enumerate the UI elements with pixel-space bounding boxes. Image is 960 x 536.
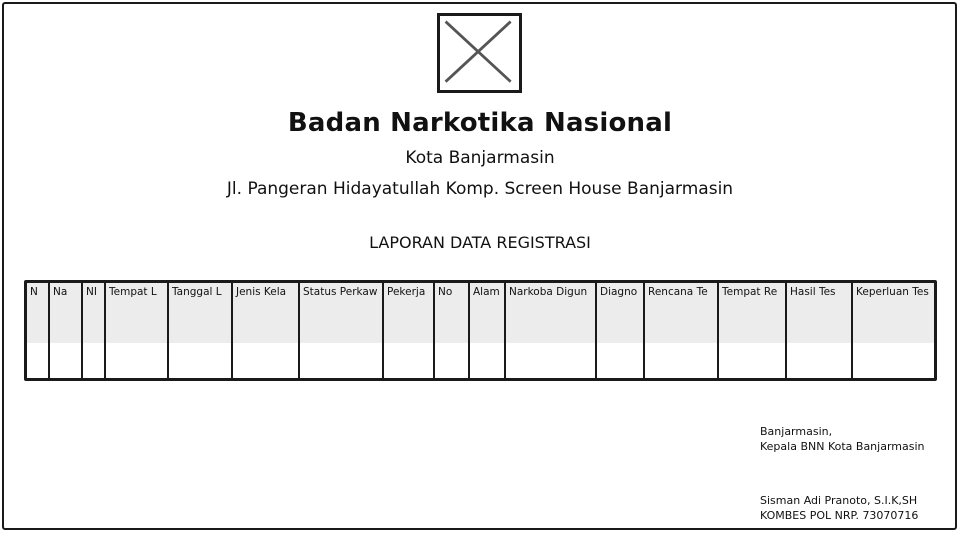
table-cell <box>852 343 937 378</box>
signature-footer <box>760 493 918 523</box>
address-line: Jl. Pangeran Hidayatullah Komp. Screen House Banjarmasin <box>226 179 734 199</box>
column-header[interactable]: Rencana Te <box>644 283 718 301</box>
column-header[interactable]: Jenis Kela <box>232 283 299 301</box>
table-cell <box>718 343 786 378</box>
column-header[interactable]: Tempat Re <box>718 283 786 301</box>
table-cell <box>383 343 434 378</box>
table-cell <box>596 301 644 343</box>
table-cell <box>49 343 82 378</box>
table-cell <box>82 343 105 378</box>
table-cell <box>232 301 299 343</box>
table-cell <box>786 301 852 343</box>
table-cell <box>105 301 168 343</box>
registration-table <box>24 280 937 381</box>
column-header[interactable]: Na <box>49 283 82 301</box>
signature-header <box>760 424 925 454</box>
table-cell <box>232 343 299 378</box>
column-header[interactable]: No <box>434 283 469 301</box>
table-cell <box>82 301 105 343</box>
signature-place: Banjarmasin, <box>760 425 833 438</box>
column-header[interactable]: Diagno <box>596 283 644 301</box>
column-header[interactable]: Narkoba Digun <box>505 283 596 301</box>
table-cell <box>644 343 718 378</box>
table-cell <box>505 343 596 378</box>
table-cell <box>434 301 469 343</box>
signatory-rank: KOMBES POL NRP. 73070716 <box>760 509 919 522</box>
table-cell <box>105 343 168 378</box>
column-header[interactable]: NI <box>82 283 105 301</box>
table-cell <box>852 301 937 343</box>
column-header[interactable]: Tanggal L <box>168 283 232 301</box>
column-header[interactable]: Keperluan Tes <box>852 283 937 301</box>
table-cell <box>644 301 718 343</box>
page-title: Badan Narkotika Nasional <box>287 108 673 138</box>
signature-position: Kepala BNN Kota Banjarmasin <box>760 440 925 453</box>
table-cell <box>434 343 469 378</box>
table-cell <box>786 343 852 378</box>
column-header[interactable]: Pekerja <box>383 283 434 301</box>
table-cell <box>596 343 644 378</box>
image-placeholder-icon <box>437 13 522 93</box>
table-cell <box>299 343 383 378</box>
report-title: LAPORAN DATA REGISTRASI <box>369 233 591 252</box>
column-header[interactable]: Hasil Tes <box>786 283 852 301</box>
table-cell <box>168 301 232 343</box>
table-header-row <box>27 283 937 301</box>
table-cell <box>299 301 383 343</box>
table-cell <box>383 301 434 343</box>
column-header[interactable]: Tempat L <box>105 283 168 301</box>
table-cell <box>505 301 596 343</box>
column-header[interactable]: Status Perkaw <box>299 283 383 301</box>
table-cell <box>27 343 49 378</box>
column-header[interactable]: Alam <box>469 283 505 301</box>
table-cell <box>469 343 505 378</box>
table-cell <box>168 343 232 378</box>
table-row[interactable] <box>27 343 937 378</box>
table-cell <box>49 301 82 343</box>
table-row[interactable] <box>27 301 937 343</box>
table-cell <box>469 301 505 343</box>
table-cell <box>718 301 786 343</box>
table-cell <box>27 301 49 343</box>
signatory-name: Sisman Adi Pranoto, S.I.K,SH <box>760 494 918 507</box>
city-subtitle: Kota Banjarmasin <box>405 148 555 168</box>
column-header[interactable]: N <box>27 283 49 301</box>
